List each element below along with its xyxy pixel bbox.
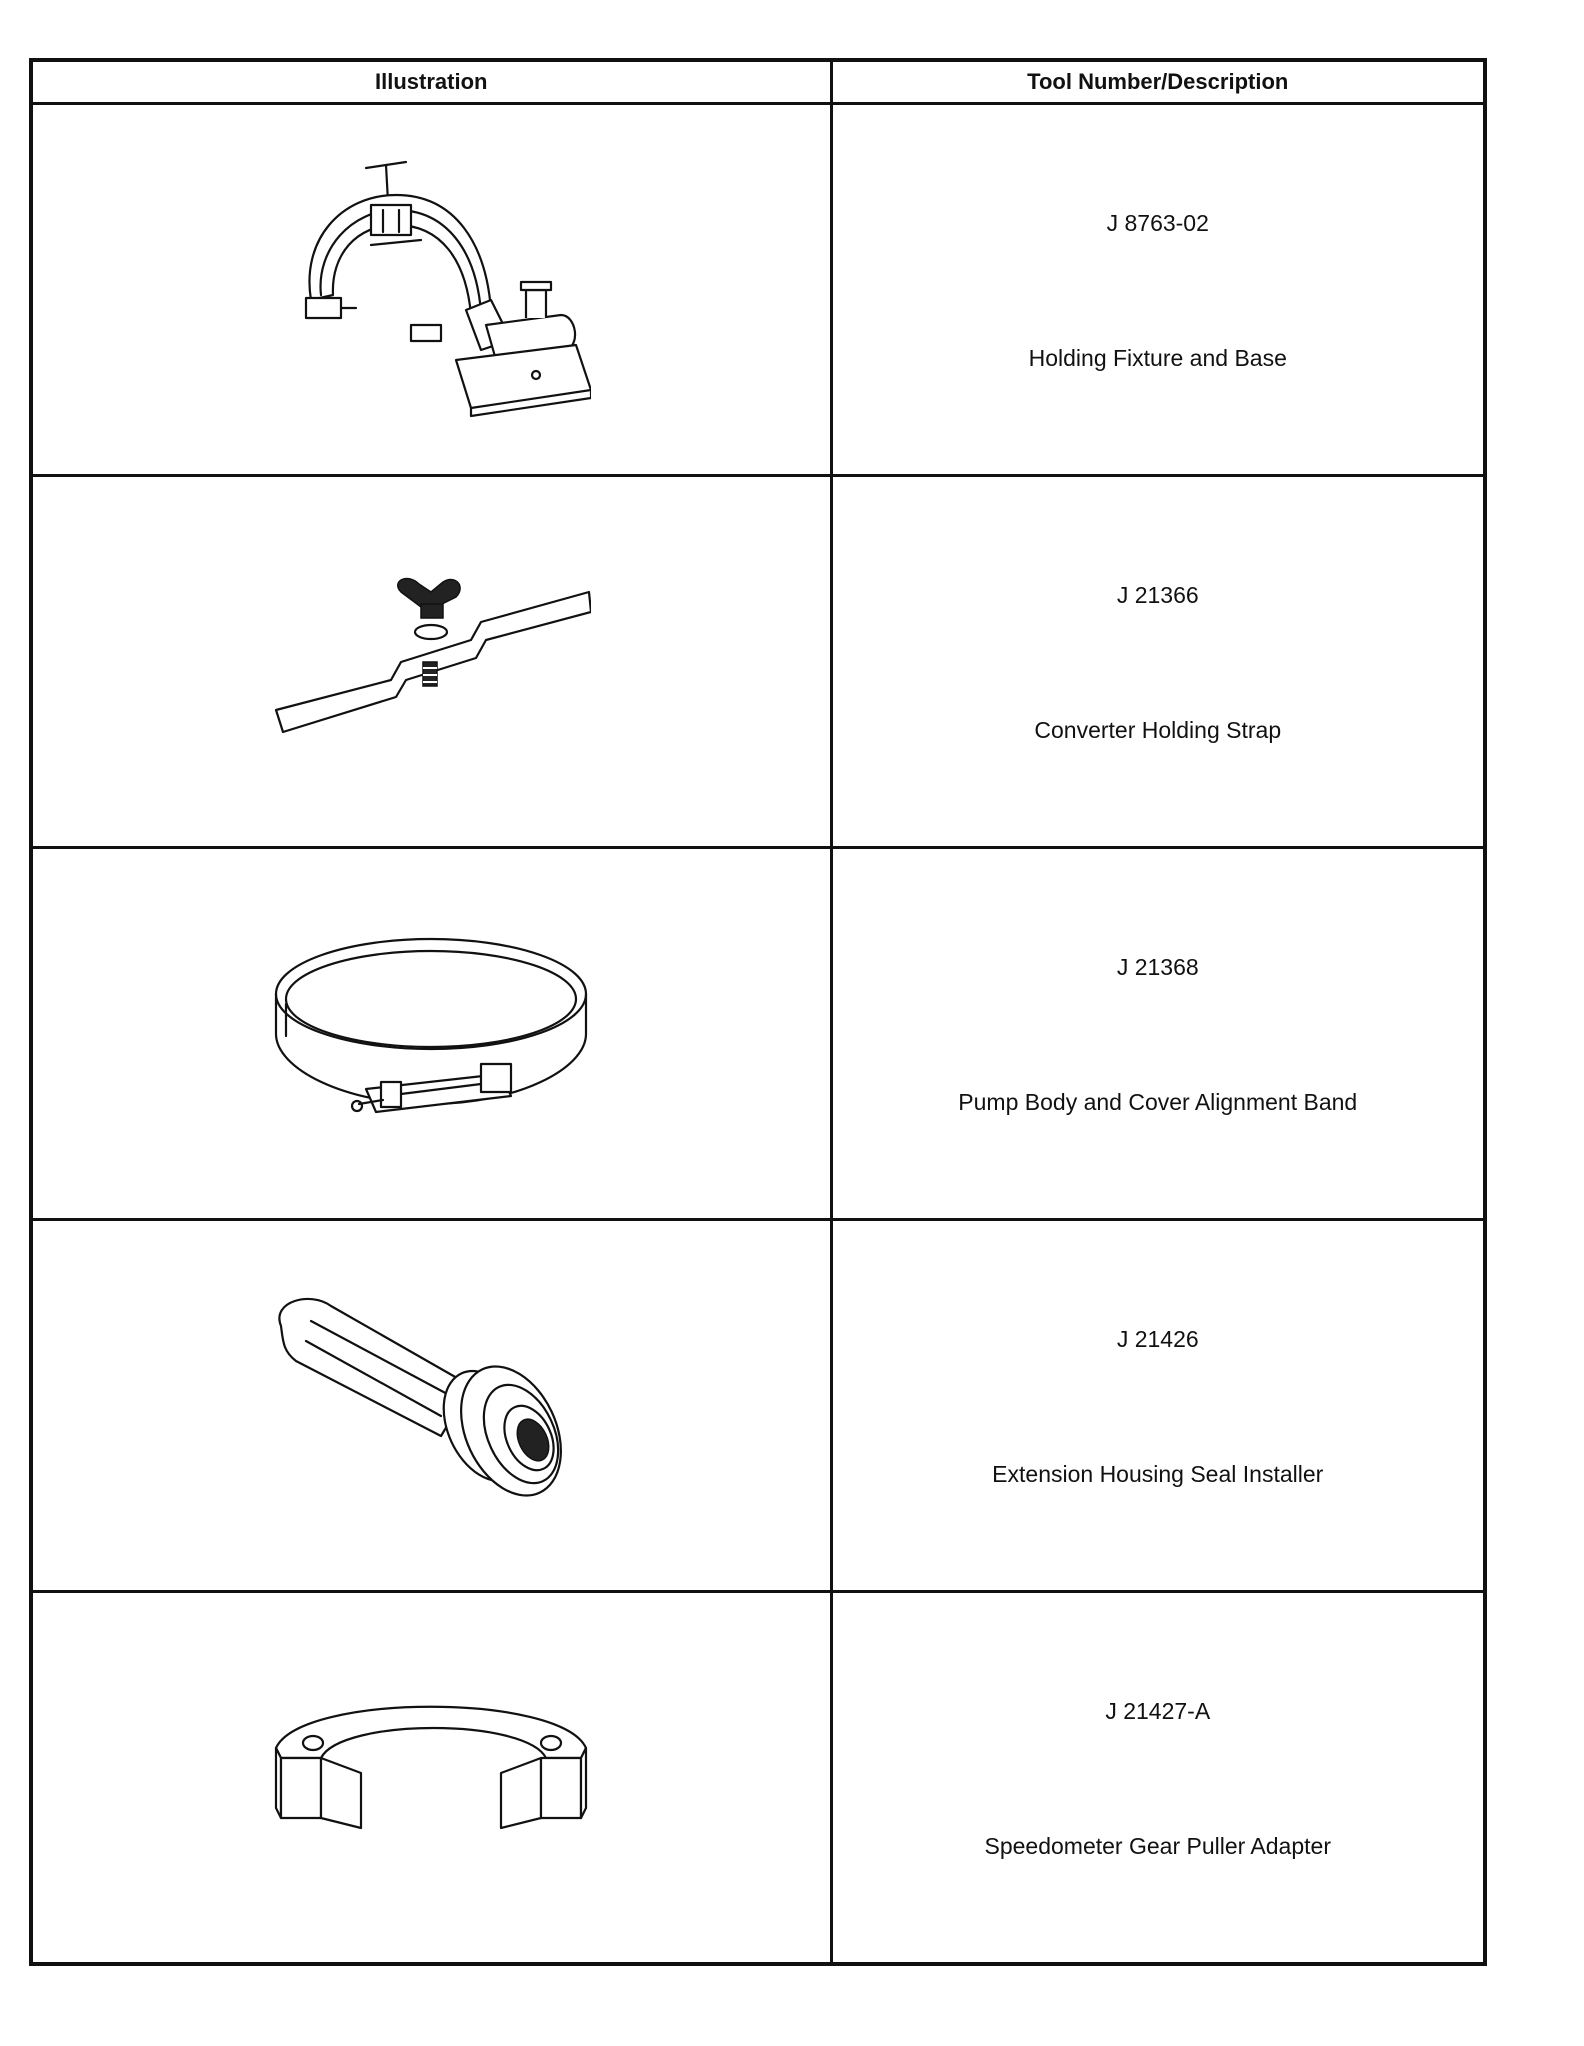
illustration-cell [31,1220,831,1592]
illustration-cell [31,848,831,1220]
tool-description: Extension Housing Seal Installer [992,1461,1324,1487]
table-row [31,476,1485,848]
tool-number: J 21427-A [1105,1698,1211,1724]
holding-fixture-illustration [271,150,591,430]
tool-cell [831,1220,1485,1592]
table-row [31,1220,1485,1592]
tool-number: J 21366 [1116,582,1199,608]
table-row [31,104,1485,476]
tool-description: Speedometer Gear Puller Adapter [984,1833,1331,1859]
tool-description: Pump Body and Cover Alignment Band [958,1089,1358,1115]
alignment-band-illustration [271,924,591,1144]
tool-number: J 8763-02 [1106,210,1209,236]
illustration-cell [31,104,831,476]
tool-description: Converter Holding Strap [1034,717,1282,743]
illustration-cell [31,476,831,848]
tool-cell [831,848,1485,1220]
tool-cell [831,476,1485,848]
tool-number: J 21368 [1116,954,1199,980]
header-illustration: Illustration [31,60,831,104]
tool-description: Holding Fixture and Base [1028,345,1287,371]
tool-number: J 21426 [1116,1326,1199,1352]
illustration-cell [31,1592,831,1965]
seal-installer-illustration [271,1286,591,1526]
tool-cell [831,104,1485,476]
table-row [31,848,1485,1220]
table-header-row [31,60,1485,104]
table-row [31,1592,1485,1965]
puller-adapter-illustration [271,1678,591,1878]
holding-strap-illustration [271,562,591,762]
header-tool-number-description: Tool Number/Description [831,60,1485,104]
special-tools-table [29,58,1487,1966]
tool-cell [831,1592,1485,1965]
